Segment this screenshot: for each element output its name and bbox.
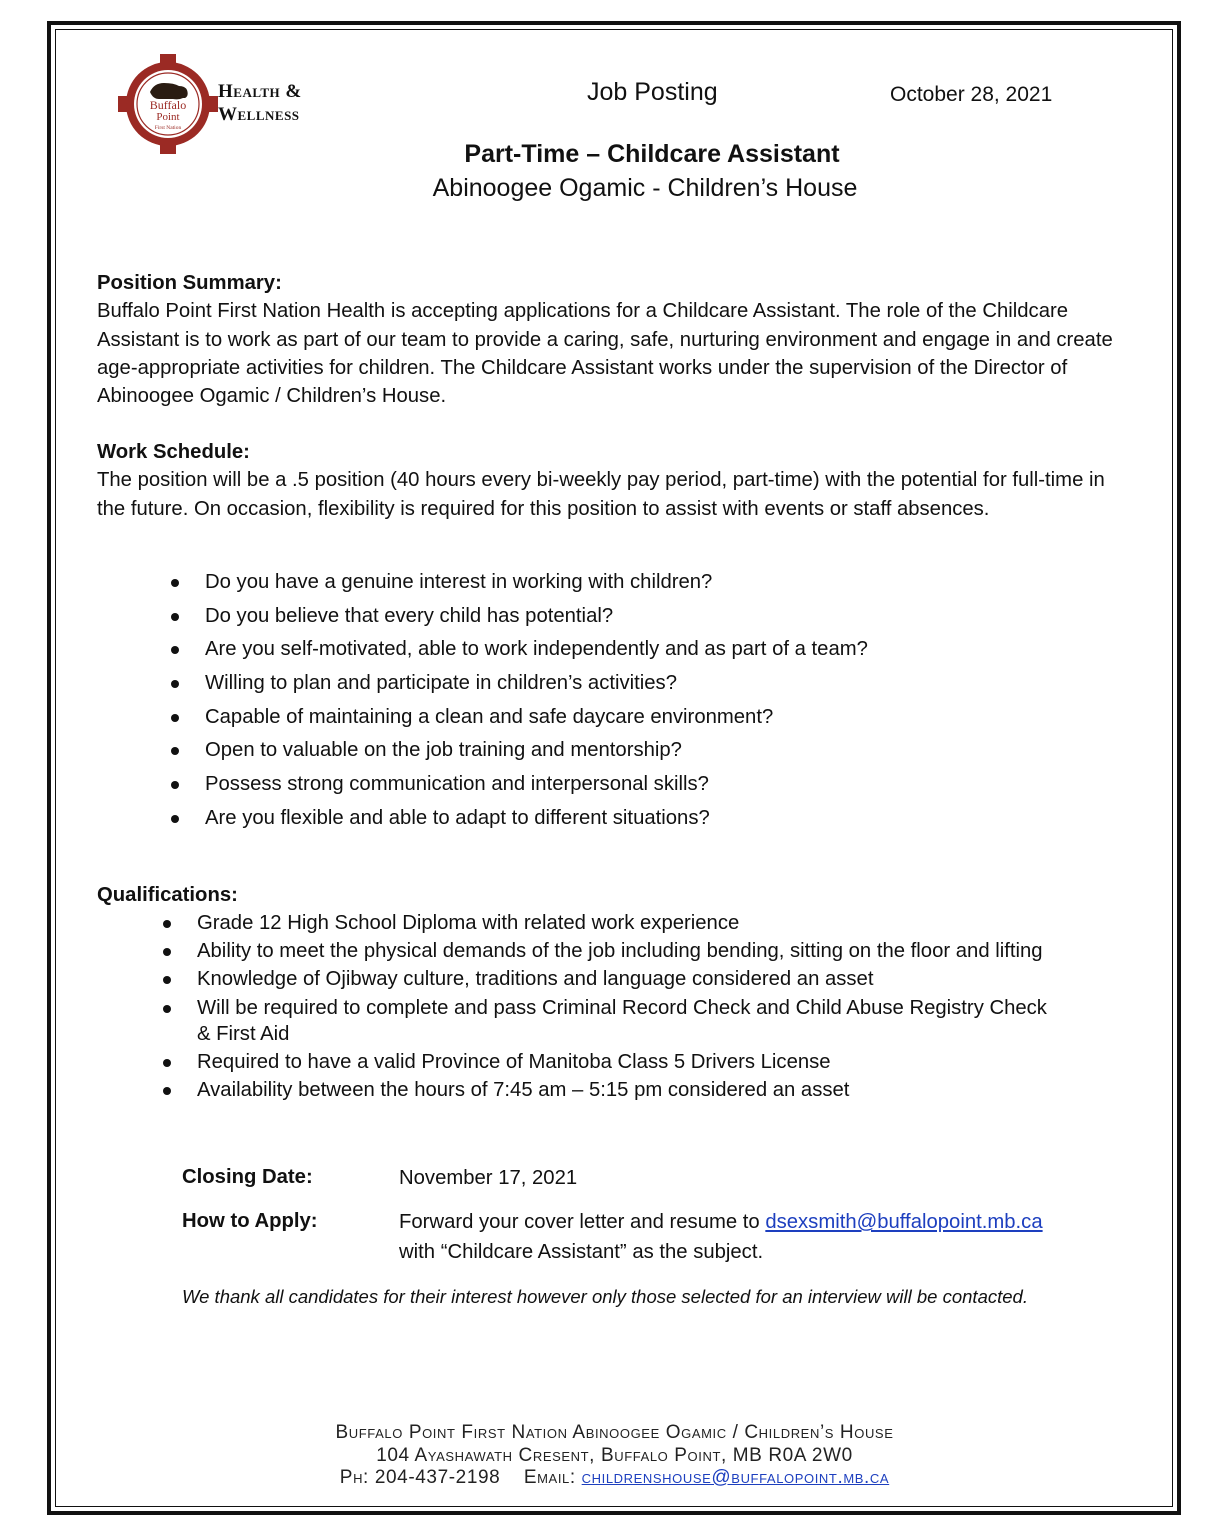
qualification-text: Availability between the hours of 7:45 am – 5:15 pm considered an asset xyxy=(197,1079,850,1102)
position-summary-section xyxy=(97,269,1137,410)
qualification-text: Required to have a valid Province of Manitoba Class 5 Drivers License xyxy=(197,1051,831,1074)
qualification-text: Knowledge of Ojibway culture, traditions and language considered an asset xyxy=(197,968,874,991)
work-schedule-section xyxy=(97,438,1137,523)
qualification-text: Ability to meet the physical demands of the job including bending, sitting on the floor and lifting xyxy=(197,940,1043,963)
bullet-icon xyxy=(171,781,179,789)
footer-address: 104 Ayashawath Cresent, Buffalo Point, MB R0A 2W0 xyxy=(376,1444,853,1466)
question-text: Do you believe that every child has potential? xyxy=(205,604,614,627)
bullet-icon xyxy=(163,1059,171,1067)
logo-text xyxy=(218,80,302,126)
bullet-icon xyxy=(171,747,179,755)
list-item xyxy=(168,635,1068,669)
logo-ring-text-3: First Nation xyxy=(154,125,182,131)
closing-date-label: Closing Date: xyxy=(182,1166,313,1188)
work-schedule-body: The position will be a .5 position (40 hours every bi-weekly pay period, part-time) with the potential for full-time in the future. On occasion, flexibility is required for this position to assist with events or staff absences. xyxy=(97,469,1105,520)
bullet-icon xyxy=(163,976,171,984)
list-item xyxy=(168,804,1068,838)
questions-list xyxy=(168,568,1068,838)
question-text: Are you flexible and able to adapt to different situations? xyxy=(205,806,710,829)
qualifications-list xyxy=(160,910,1060,1106)
bullet-icon xyxy=(163,948,171,956)
qualification-text: Grade 12 High School Diploma with related work experience xyxy=(197,912,740,934)
footer-email-link[interactable]: childrenshouse@buffalopoint.mb.ca xyxy=(581,1467,890,1488)
list-item xyxy=(168,602,1068,636)
how-to-apply-label: How to Apply: xyxy=(182,1210,318,1232)
logo-text-line-1: Health & xyxy=(218,81,302,102)
list-item xyxy=(160,938,1060,965)
list-item xyxy=(160,1077,1060,1104)
logo-ring-text-1: Buffalo xyxy=(149,98,187,112)
bullet-icon xyxy=(171,613,179,621)
list-item xyxy=(160,910,1060,937)
bullet-icon xyxy=(171,815,179,823)
question-text: Capable of maintaining a clean and safe daycare environment? xyxy=(205,705,774,728)
bullet-icon xyxy=(163,920,171,928)
footer-contact xyxy=(0,1467,1229,1490)
list-item xyxy=(160,995,1057,1048)
list-item xyxy=(168,770,1068,804)
bullet-icon xyxy=(171,579,179,587)
list-item xyxy=(160,966,1060,993)
question-text: Open to valuable on the job training and mentorship? xyxy=(205,739,682,762)
list-item xyxy=(168,736,1068,770)
question-text: Do you have a genuine interest in working with children? xyxy=(205,571,713,593)
bullet-icon xyxy=(171,646,179,654)
how-to-apply-prefix: Forward your cover letter and resume to xyxy=(399,1211,766,1233)
job-title: Part-Time – Childcare Assistant xyxy=(464,140,840,168)
position-summary-body: Buffalo Point First Nation Health is accepting applications for a Childcare Assistant. The role of the Childcare Assistant is to work as part of our team to provide a caring, safe, nurturing environment and engage in and create age-appropriate activities for children. The Childcare Assistant works under the supervision of the Director of Abinoogee Ogamic / Children’s House. xyxy=(97,300,1113,408)
job-posting-label: Job Posting xyxy=(587,78,718,106)
list-item xyxy=(168,568,1068,602)
footer-phone: Ph: 204-437-2198 xyxy=(339,1467,501,1488)
how-to-apply-suffix: with “Childcare Assistant” as the subject. xyxy=(399,1241,764,1263)
closing-date-value: November 17, 2021 xyxy=(399,1167,578,1189)
list-item xyxy=(168,703,1068,737)
qualification-text: Will be required to complete and pass Criminal Record Check and Child Abuse Registry Check & First Aid xyxy=(197,996,1047,1046)
logo-text-line-2: Wellness xyxy=(218,104,300,125)
thanks-note: We thank all candidates for their interest however only those selected for an interview will be contacted. xyxy=(182,1286,1028,1307)
footer xyxy=(0,1422,1229,1490)
question-text: Are you self-motivated, able to work independently and as part of a team? xyxy=(205,638,868,661)
posting-date: October 28, 2021 xyxy=(890,83,1053,106)
bullet-icon xyxy=(171,680,179,688)
list-item xyxy=(160,1049,1060,1076)
logo-ring-text-2: Point xyxy=(156,111,180,123)
how-to-apply-value xyxy=(399,1207,1119,1267)
bullet-icon xyxy=(171,714,179,722)
bullet-icon xyxy=(163,1005,171,1013)
footer-email-label: Email: xyxy=(523,1467,576,1488)
qualifications-heading: Qualifications: xyxy=(97,884,238,906)
job-subtitle: Abinoogee Ogamic - Children’s House xyxy=(432,174,858,202)
question-text: Willing to plan and participate in children’s activities? xyxy=(205,672,677,695)
position-summary-heading: Position Summary: xyxy=(97,272,282,294)
footer-org-name: Buffalo Point First Nation Abinoogee Ogamic / Children’s House xyxy=(335,1422,894,1443)
question-text: Possess strong communication and interpersonal skills? xyxy=(205,773,709,796)
apply-email-link[interactable]: dsexsmith@buffalopoint.mb.ca xyxy=(765,1211,1043,1233)
work-schedule-heading: Work Schedule: xyxy=(97,441,250,463)
bullet-icon xyxy=(163,1087,171,1095)
list-item xyxy=(168,669,1068,703)
qualifications-section xyxy=(97,881,1137,909)
